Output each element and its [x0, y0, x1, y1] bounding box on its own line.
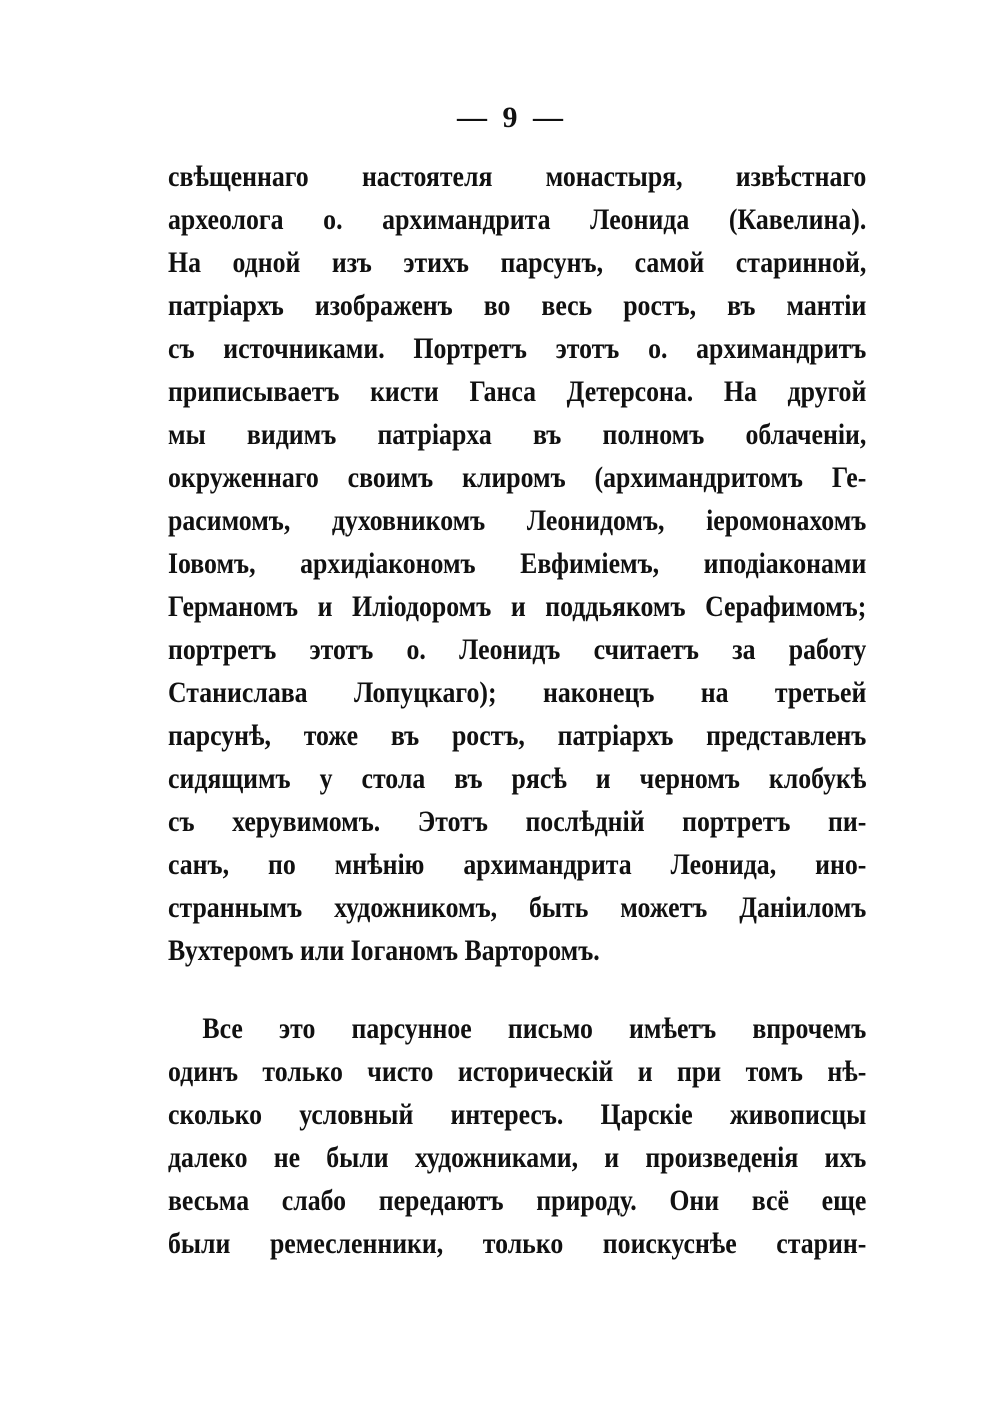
text-line: расимомъ, духовникомъ Леонидомъ, іеромонахомъ	[168, 504, 867, 537]
text-line: патріархъ изображенъ во весь ростъ, въ мантіи	[168, 289, 867, 322]
text-line: сколько условный интересъ. Царскіе живописцы	[168, 1098, 867, 1131]
text-line: На одной изъ этихъ парсунъ, самой старинной,	[168, 246, 867, 279]
text-line: портретъ этотъ о. Леонидъ считаетъ за работу	[168, 633, 867, 666]
page-number: — 9 —	[457, 101, 567, 134]
text-line: парсунѣ, тоже въ ростъ, патріархъ представленъ	[168, 719, 867, 752]
text-line: были ремесленники, только поискуснѣе старин-	[168, 1227, 867, 1260]
text-line: свѣщеннаго настоятеля монастыря, извѣстнаго	[168, 160, 867, 193]
text-line: Все это парсунное письмо имѣетъ впрочемъ	[202, 1012, 867, 1045]
paragraph-2	[168, 1007, 867, 1265]
text-line: окруженнаго своимъ клиромъ (архимандритомъ Ге-	[168, 461, 867, 494]
text-line: далеко не были художниками, и произведенія ихъ	[168, 1141, 867, 1174]
text-line: Іовомъ, архидіакономъ Евфиміемъ, иподіаконами	[168, 547, 867, 580]
text-line: сидящимъ у стола въ рясѣ и черномъ клобукѣ	[168, 762, 867, 795]
text-line: съ херувимомъ. Этотъ послѣдній портретъ пи-	[168, 805, 867, 838]
text-line: весьма слабо передаютъ природу. Они всё еще	[168, 1184, 867, 1217]
text-line: мы видимъ патріарха въ полномъ облаченіи,	[168, 418, 867, 451]
text-line: приписываетъ кисти Ганса Детерсона. На другой	[168, 375, 867, 408]
text-line: одинъ только чисто историческій и при томъ нѣ-	[168, 1055, 867, 1088]
text-line: Вухтеромъ или Іоганомъ Варторомъ.	[168, 934, 600, 967]
text-line: Станислава Лопуцкаго); наконецъ на третьей	[168, 676, 867, 709]
text-line: Германомъ и Иліодоромъ и поддьякомъ Серафимомъ;	[168, 590, 867, 623]
text-line: санъ, по мнѣнію архимандрита Леонида, ино-	[168, 848, 867, 881]
text-line: археолога о. архимандрита Леонида (Кавелина).	[168, 203, 867, 236]
text-line: страннымъ художникомъ, быть можетъ Даніиломъ	[168, 891, 867, 924]
text-line: съ источниками. Портретъ этотъ о. архимандритъ	[168, 332, 867, 365]
paragraph-1	[168, 155, 867, 972]
